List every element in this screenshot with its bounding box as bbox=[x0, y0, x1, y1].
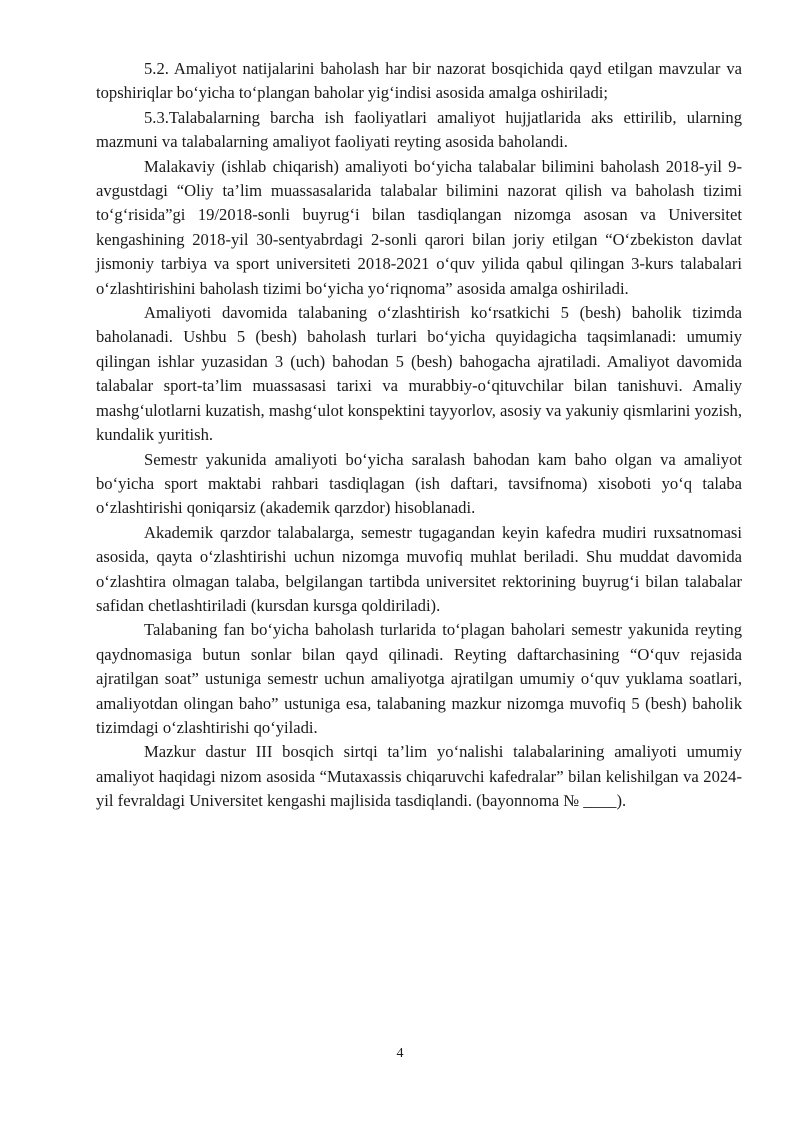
paragraph-academic-debt: Akademik qarzdor talabalarga, semestr tugagandan keyin kafedra mudiri ruxsatnomasi asosida, qayta o‘zlashtirishi uchun nizomga muvofiq muhlat beriladi. Shu muddat davomida o‘zlashtira olmagan talaba, belgilangan tartibda universitet rektorining buyrug‘i bilan talabalar safidan chetlashtiriladi (kursdan kursga qoldiriladi). bbox=[96, 522, 742, 615]
paragraph-5-3: 5.3.Talabalarning barcha ish faoliyatlari amaliyot hujjatlarida aks ettirilib, ularning mazmuni va talabalarning amaliyot faoliyati reyting asosida baholandi. bbox=[96, 107, 742, 152]
page-number: 4 bbox=[396, 1046, 404, 1061]
paragraph-approval: Mazkur dastur III bosqich sirtqi ta’lim yo‘nalishi talabalarining amaliyoti umumiy amaliyot haqidagi nizom asosida “Mutaxassis chiqaruvchi kafedralar” bilan kelishilgan va 2024-yil fevraldagi Universitet kengashi majlisida tasdiqlandi. (bayonnoma № ____). bbox=[96, 742, 742, 811]
paragraph-rating-record: Talabaning fan bo‘yicha baholash turlarida to‘plagan baholari semestr yakunida reyting qaydnomasiga butun sonlar bilan qayd qilinadi. Reyting daftarchasining “O‘quv rejasida ajratilgan soat” ustuniga semestr uchun amaliyotga ajratilgan umumiy o‘quv yuklama soatlari, amaliyotdan olingan baho” ustuniga esa, talabaning mazkur nizomga muvofiq 5 (besh) baholik tizimdagi o‘zlashtirishi qo‘yiladi. bbox=[96, 620, 742, 737]
paragraph-unsatisfactory: Semestr yakunida amaliyoti bo‘yicha saralash bahodan kam baho olgan va amaliyot bo‘yicha sport maktabi rahbari tasdiqlagan (ish daftari, tavsifnoma) xisoboti yo‘q talaba o‘zlashtirishi qoniqarsiz (akademik qarzdor) hisoblanadi. bbox=[96, 449, 742, 518]
paragraph-5-2: 5.2. Amaliyot natijalarini baholash har bir nazorat bosqichida qayd etilgan mavzular va topshiriqlar bo‘yicha to‘plangan baholar yig‘indisi asosida amalga oshiriladi; bbox=[96, 59, 742, 103]
paragraph-assessment-basis: Malakaviy (ishlab chiqarish) amaliyoti bo‘yicha talabalar bilimini baholash 2018-yil 9-avgustdagi “Oliy ta’lim muassasalarida talabalar bilimini nazorat qilish va baholash tizimi to‘g‘risida”gi 19/2018-sonli buyrug‘i bilan tasdiqlangan nizomga asosan va Universitet kengashining 2018-yil 30-sentyabrdagi 2-sonli qarori bilan joriy etilgan “O‘zbekiston davlat jismoniy tarbiya va sport universiteti 2018-2021 o‘quv yilida qabul qilingan 3-kurs talabalari o‘zlashtirishini baholash tizimi bo‘yicha yo‘riqnoma” asosida amalga oshiriladi. bbox=[96, 156, 742, 298]
paragraph-grading-scale: Amaliyoti davomida talabaning o‘zlashtirish ko‘rsatkichi 5 (besh) baholik tizimda baholanadi. Ushbu 5 (besh) baholash turlari bo‘yicha quyidagicha taqsimlanadi: umumiy qilingan ishlar yuzasidan 3 (uch) bahodan 5 (besh) bahogacha ajratiladi. Amaliyot davomida talabalar sport-ta’lim muassasasi tarixi va murabbiy-o‘qituvchilar bilan tanishuvi. Amaliy mashg‘ulotlarni kuzatish, mashg‘ulot konspektini tayyorlov, asosiy va yakuniy qismlarini yozish, kundalik yuritish. bbox=[96, 303, 742, 445]
document-body bbox=[96, 57, 742, 814]
